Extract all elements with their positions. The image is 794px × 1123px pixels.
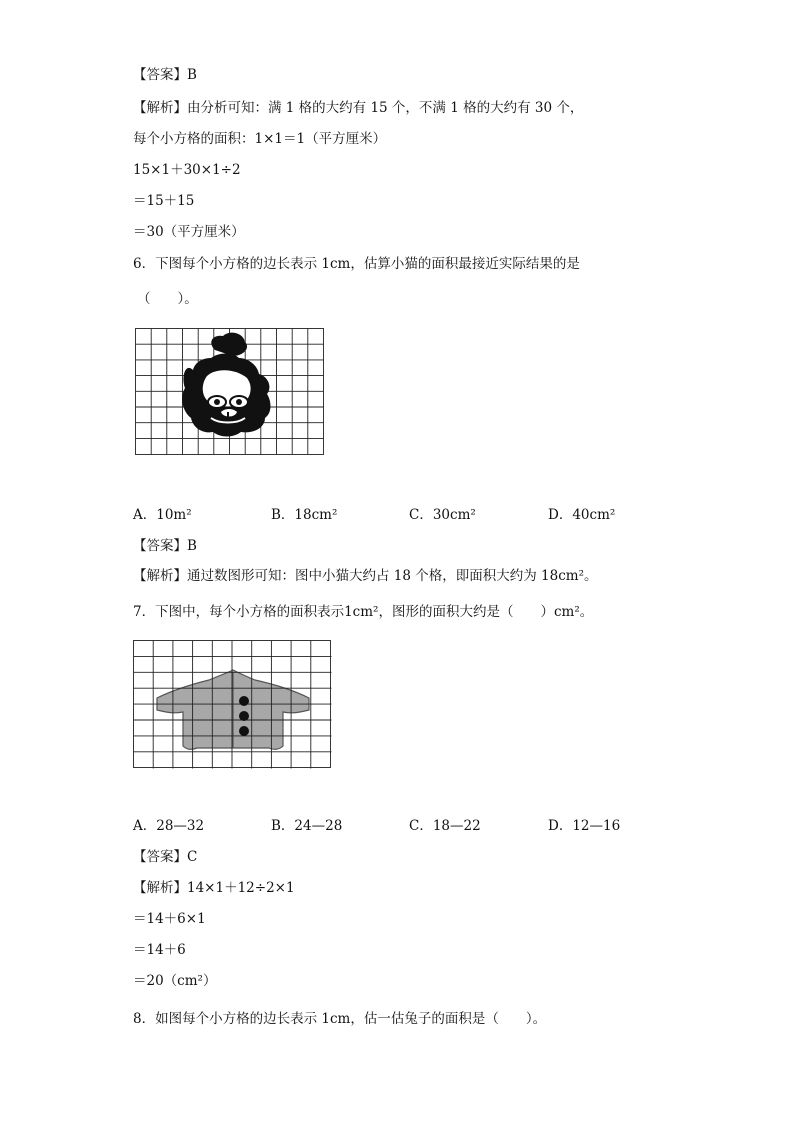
grid-lines (134, 641, 332, 769)
analysis-line: ＝15＋15 (133, 193, 195, 209)
option-c: C．30cm² (409, 507, 476, 523)
answer-label-q6: 【答案】B (133, 538, 197, 554)
analysis-line: 每个小方格的面积：1×1＝1（平方厘米） (133, 131, 387, 147)
cat-face-drawing (182, 333, 270, 437)
cat-grid-figure (135, 328, 325, 456)
option-d: D．12—16 (548, 818, 621, 834)
option-a: A．10m² (133, 507, 192, 523)
analysis-line: 【解析】由分析可知：满 1 格的大约有 15 个，不满 1 格的大约有 30 个， (133, 100, 584, 116)
answer-label-q5: 【答案】B (133, 67, 197, 83)
question-6-blank: （ ）。 (137, 291, 198, 307)
question-8-stem: 8．如图每个小方格的边长表示 1cm，估一估兔子的面积是（ ）。 (133, 1011, 547, 1027)
option-d: D．40cm² (548, 507, 616, 523)
question-7-stem: 7．下图中，每个小方格的面积表示1cm²，图形的面积大约是（ ）cm²。 (133, 604, 594, 620)
option-a: A．28—32 (133, 818, 205, 834)
option-b: B．18cm² (271, 507, 338, 523)
analysis-line: ＝14＋6×1 (133, 911, 206, 927)
sweater-grid-figure (133, 640, 332, 769)
sweater-drawing (157, 670, 309, 749)
analysis-line: ＝14＋6 (133, 942, 186, 958)
analysis-line: ＝20（cm²） (133, 973, 217, 989)
option-b: B．24—28 (271, 818, 343, 834)
option-c: C．18—22 (409, 818, 481, 834)
analysis-line: 15×1＋30×1÷2 (133, 162, 241, 178)
analysis-line: 【解析】通过数图形可知：图中小猫大约占 18 个格，即面积大约为 18cm²。 (133, 568, 598, 584)
question-6-stem: 6．下图每个小方格的边长表示 1cm，估算小猫的面积最接近实际结果的是 (133, 256, 580, 272)
answer-label-q7: 【答案】C (133, 849, 198, 865)
analysis-line: 【解析】14×1＋12÷2×1 (133, 880, 295, 896)
analysis-line: ＝30（平方厘米） (133, 224, 245, 240)
sweater-buttons (239, 696, 249, 736)
